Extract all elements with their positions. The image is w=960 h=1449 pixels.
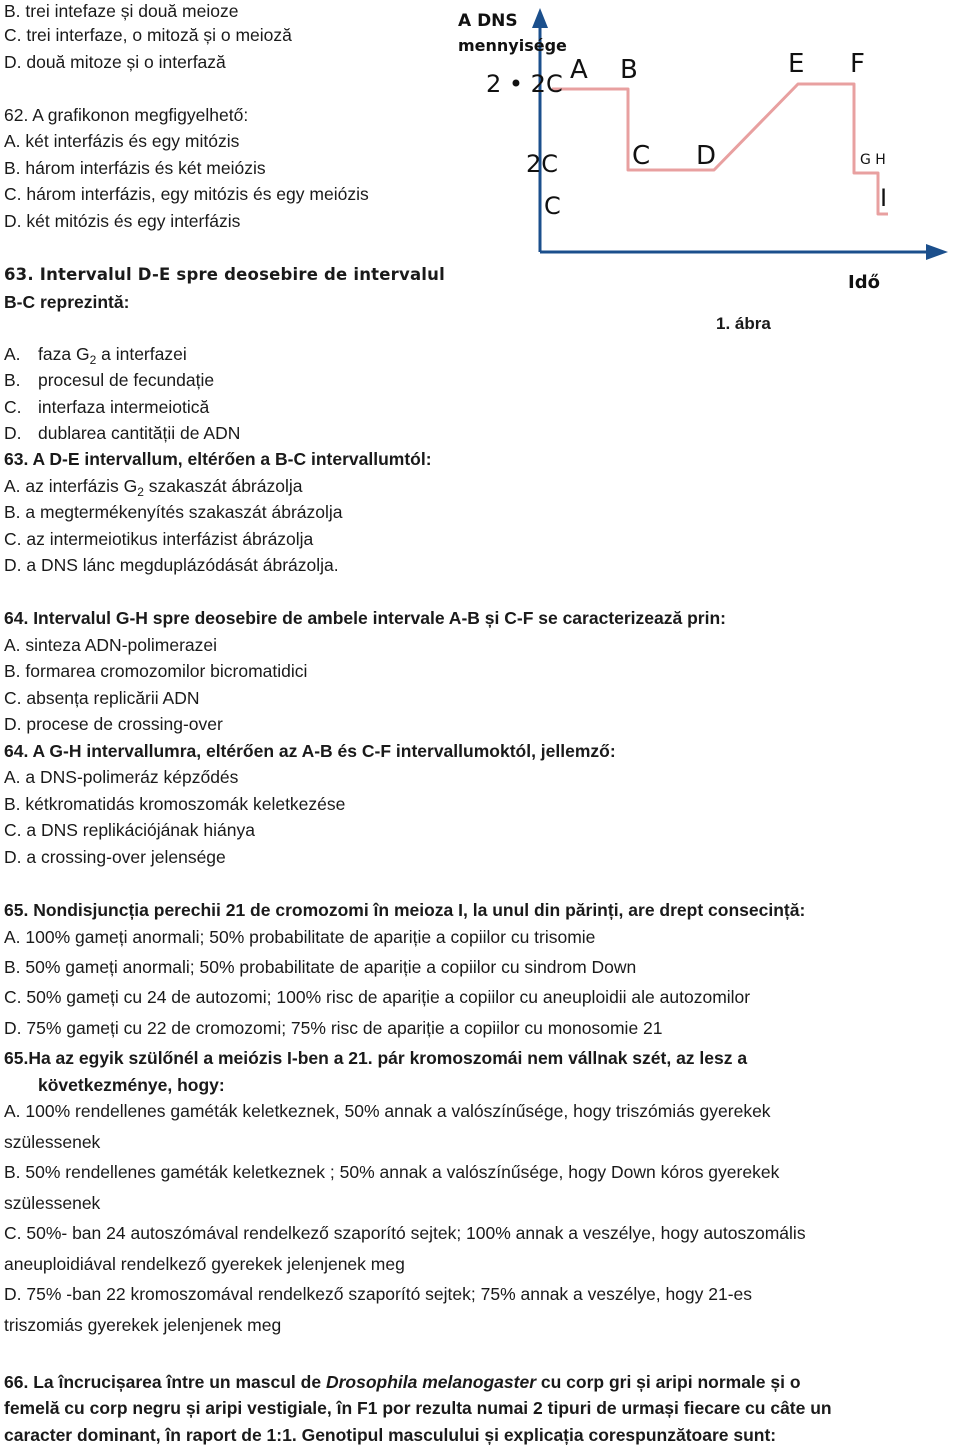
q62-hu-option-a: A. két interfázis és egy mitózis [4, 131, 240, 151]
point-i: I [880, 184, 888, 212]
q63-ro-option-a-body [38, 343, 187, 367]
point-gh: G H [860, 152, 886, 168]
q65-ro-option-c: C. 50% gameți cu 24 de autozomi; 100% risc de apariție a copiilor cu aneuploidii ale autozomilor [4, 987, 751, 1007]
q66-ro-line1-end: cu corp gri și aripi normale și o [536, 1372, 801, 1392]
q65-hu-option-c-line1: C. 50%- ban 24 autoszómával rendelkező szaporító sejtek; 100% annak a veszélye, hogy autoszomális [4, 1223, 806, 1243]
q63-hu-option-a-text-post: szakaszát ábrázolja [143, 476, 303, 496]
point-c: C [632, 141, 651, 171]
q63-hu-option-d: D. a DNS lánc megduplázódását ábrázolja. [4, 555, 339, 575]
q64-ro-option-a: A. sinteza ADN-polimerazei [4, 635, 217, 655]
q65-hu-option-b-line2: szülessenek [4, 1193, 101, 1213]
level-c: C [544, 192, 561, 220]
q63-ro-option-b-letter: B. [4, 370, 21, 390]
q62-hu-title: 62. A grafikonon megfigyelhető: [4, 105, 249, 125]
level-2c: 2C [526, 150, 559, 178]
q63-ro-option-b-text: procesul de fecundație [38, 370, 215, 390]
q65-hu-title-line1: 65.Ha az egyik szülőnél a meiózis I-ben a 21. pár kromoszomái nem vállnak szét, az lesz a [4, 1048, 748, 1068]
dna-quantity-figure [452, 0, 960, 300]
option-b-top: B. trei intefaze și două meioze [4, 1, 239, 21]
q63-ro-option-c-text: interfaza intermeiotică [38, 397, 210, 417]
q66-ro-species-name: Drosophila melanogaster [325, 1372, 537, 1392]
q63-hu-option-b: B. a megtermékenyítés szakaszát ábrázolja [4, 502, 343, 522]
q64-hu-title: 64. A G-H intervallumra, eltérően az A-B és C-F intervallumoktól, jellemző: [4, 741, 616, 761]
q64-hu-option-d: D. a crossing-over jelensége [4, 847, 226, 867]
q63-ro-option-d-text: dublarea cantității de ADN [38, 423, 241, 443]
q63-hu-title: 63. A D-E intervallum, eltérően a B-C intervallumtól: [4, 449, 432, 469]
point-e: E [788, 49, 805, 79]
q64-hu-option-a: A. a DNS-polimeráz képződés [4, 767, 239, 787]
q65-hu-title-line2: következménye, hogy: [38, 1075, 225, 1095]
q63-ro-option-a-subscript: 2 [89, 353, 97, 367]
q65-ro-option-a: A. 100% gameți anormali; 50% probabilitate de apariție a copiilor cu trisomie [4, 927, 596, 947]
q65-hu-option-a-line1: A. 100% rendellenes gaméták keletkeznek, 50% annak a valószínűsége, hogy triszómiás gyerekek [4, 1101, 771, 1121]
q63-hu-option-a-subscript: 2 [137, 485, 144, 499]
point-d: D [696, 141, 717, 171]
q65-hu-option-d-line2: triszomiás gyerekek jelenjenek meg [4, 1315, 282, 1335]
xlabel: Idő [848, 272, 880, 293]
q63-ro-option-a-letter: A. [4, 344, 21, 364]
q65-hu-option-b-line1: B. 50% rendellenes gaméták keletkeznek ; 50% annak a valószínűsége, hogy Down kóros gyerekek [4, 1162, 780, 1182]
point-a: A [570, 55, 588, 85]
q63-ro-title-line2: B-C reprezintă: [4, 292, 130, 312]
q63-ro-option-c [4, 396, 210, 418]
q63-hu-option-c: C. az intermeiotikus interfázist ábrázolja [4, 529, 314, 549]
q62-hu-option-b: B. három interfázis és két meiózis [4, 158, 266, 178]
q63-ro-option-b [4, 369, 215, 391]
ylabel-line1: A DNS [458, 11, 518, 31]
q64-ro-title: 64. Intervalul G-H spre deosebire de ambele intervale A-B și C-F se caracterizează prin: [4, 608, 726, 628]
q65-hu-option-d-line1: D. 75% -ban 22 kromoszomával rendelkező szaporító sejtek; 75% annak a veszélye, hogy 21-es [4, 1284, 753, 1304]
q65-ro-title: 65. Nondisjuncția perechii 21 de cromozomi în meioza I, la unul din părinți, are drept consecință: [4, 900, 806, 920]
q63-ro-option-a-text: faza G [38, 344, 90, 364]
q64-hu-option-c: C. a DNS replikációjának hiánya [4, 820, 255, 840]
q63-hu-option-a [4, 475, 303, 499]
q63-ro-option-a-text-post: a interfazei [96, 344, 187, 364]
q63-ro-option-d [4, 422, 241, 444]
q63-ro-option-c-letter: C. [4, 397, 22, 417]
q65-ro-option-b: B. 50% gameți anormali; 50% probabilitate de apariție a copiilor cu sindrom Down [4, 957, 637, 977]
figure-caption: 1. ábra [716, 314, 771, 333]
q64-ro-option-d: D. procese de crossing-over [4, 714, 223, 734]
option-d-top: D. două mitoze și o interfază [4, 52, 226, 72]
q66-ro-line1-start: 66. La încrucișarea între un mascul de [4, 1372, 326, 1392]
q64-ro-option-b: B. formarea cromozomilor bicromatidici [4, 661, 308, 681]
q64-hu-option-b: B. kétkromatidás kromoszomák keletkezése [4, 794, 346, 814]
q62-hu-option-c: C. három interfázis, egy mitózis és egy meiózis [4, 184, 369, 204]
q63-ro-title-line1: 63. Intervalul D-E spre deosebire de intervalul [4, 265, 445, 284]
option-c-top: C. trei interfaze, o mitoză și o meioză [4, 25, 292, 45]
q66-ro-line3: caracter dominant, în raport de 1:1. Genotipul masculului și explicația corespunzătoare sunt: [4, 1425, 777, 1445]
q65-hu-option-c-line2: aneuploidiával rendelkező gyerekek jelenjenek meg [4, 1254, 405, 1274]
q63-hu-option-a-text: A. az interfázis G [4, 476, 138, 496]
point-f: F [850, 49, 865, 79]
q63-ro-option-a [4, 343, 187, 367]
q63-ro-option-d-letter: D. [4, 423, 22, 443]
q65-ro-option-d: D. 75% gameți cu 22 de cromozomi; 75% risc de apariție a copiilor cu monosomie 21 [4, 1018, 663, 1038]
ylabel-line2: mennyisége [458, 36, 567, 55]
level-2x2c: 2 • 2C [486, 70, 563, 98]
q62-hu-option-d: D. két mitózis és egy interfázis [4, 211, 241, 231]
q66-ro-line2: femelă cu corp negru și aripi vestigiale, în F1 por rezulta numai 2 tipuri de urmași fiecare cu câte un [4, 1398, 832, 1418]
q65-hu-option-a-line2: szülessenek [4, 1132, 101, 1152]
q66-ro-line1 [4, 1371, 801, 1393]
q64-ro-option-c: C. absența replicării ADN [4, 688, 200, 708]
point-b: B [620, 55, 638, 85]
